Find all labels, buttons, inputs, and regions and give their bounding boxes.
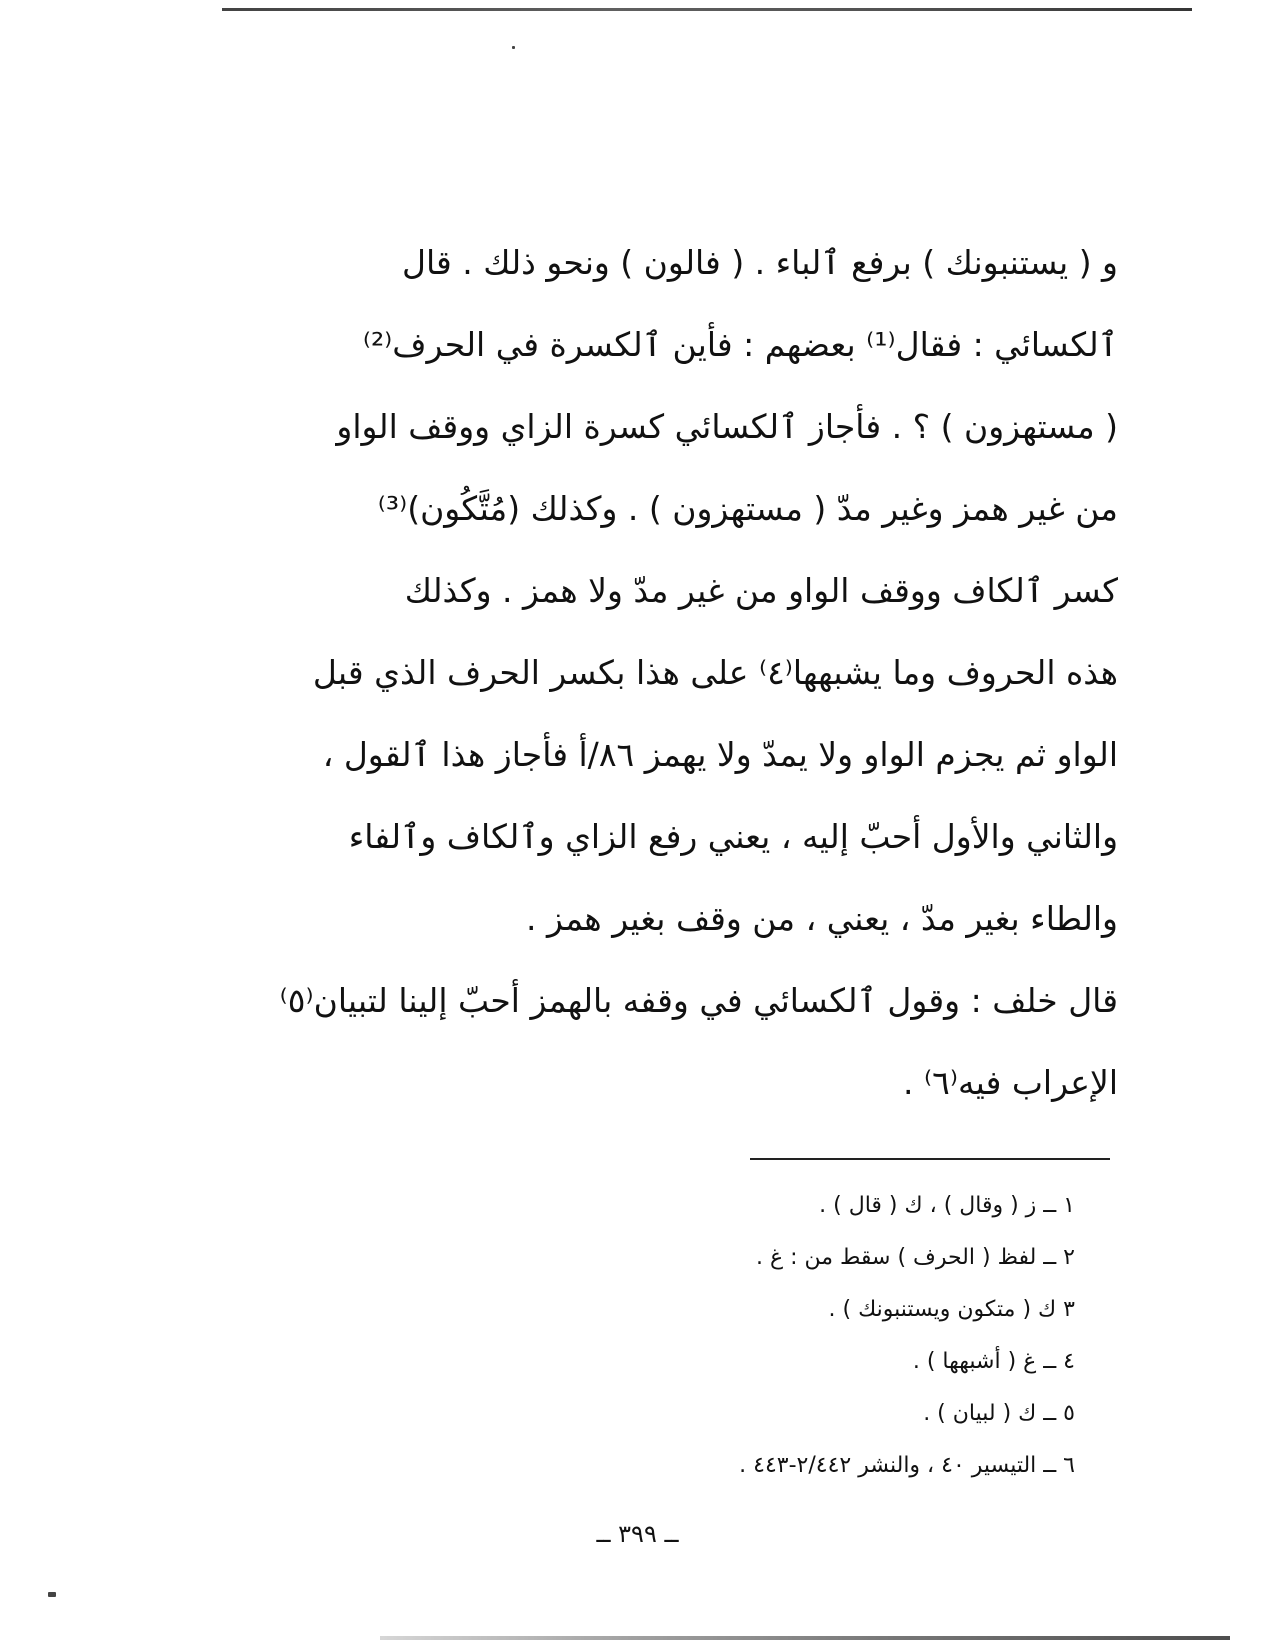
- scan-speck: [512, 46, 515, 49]
- footnote-item: ٤ ــ غ ( أشبهها ) .: [912, 1349, 1075, 1374]
- main-text: [279, 222, 1118, 1124]
- footnote-item: ٥ ــ ك ( لبيان ) .: [923, 1401, 1075, 1426]
- text-line: والطاء بغير مدّ ، يعني ، من وقف بغير همز .: [526, 899, 1118, 938]
- footnote-divider: [750, 1158, 1110, 1160]
- footnote-item: ١ ــ ز ( وقال ) ، ك ( قال ) .: [819, 1193, 1075, 1218]
- text-line: و ( يستنبونك ) برفع ٱلباء . ( فالون ) ونحو ذلك . قال: [402, 243, 1118, 282]
- scan-edge-bottom: [380, 1636, 1230, 1640]
- text-line: ( مستهزون ) ؟ . فأجاز ٱلكسائي كسرة الزاي ووقف الواو: [336, 407, 1118, 446]
- text-line: الواو ثم يجزم الواو ولا يمدّ ولا يهمز ٨٦/أ فأجاز هذا ٱلقول ،: [322, 735, 1118, 774]
- scan-speck: [48, 1592, 56, 1597]
- footnote-item: ٢ ــ لفظ ( الحرف ) سقط من : غ .: [755, 1245, 1075, 1270]
- footnote-item: ٣ ك ( متكون ويستنبونك ) .: [828, 1297, 1075, 1322]
- scan-edge-top: [222, 8, 1192, 11]
- page-number: ــ ٣٩٩ ــ: [596, 1520, 679, 1548]
- text-line: من غير همز وغير مدّ ( مستهزون ) . وكذلك (مُتَّكُون)⁽³⁾: [377, 489, 1118, 528]
- text-line: كسر ٱلكاف ووقف الواو من غير مدّ ولا همز . وكذلك: [404, 571, 1118, 610]
- text-line: هذه الحروف وما يشبهها⁽٤⁾ على هذا بكسر الحرف الذي قبل: [312, 653, 1118, 692]
- text-line: ٱلكسائي : فقال⁽¹⁾ بعضهم : فأين ٱلكسرة في الحرف⁽²⁾: [362, 325, 1118, 364]
- footnotes: [475, 1180, 1075, 1492]
- text-line: قال خلف : وقول ٱلكسائي في وقفه بالهمز أحبّ إلينا لتبيان⁽٥⁾: [279, 981, 1118, 1020]
- text-line: والثاني والأول أحبّ إليه ، يعني رفع الزاي وٱلكاف وٱلفاء: [348, 817, 1118, 856]
- text-line: الإعراب فيه⁽٦⁾ .: [903, 1063, 1118, 1102]
- footnote-item: ٦ ــ التيسير ٤٠ ، والنشر ٢/٤٤٢-٤٤٣ .: [739, 1453, 1075, 1478]
